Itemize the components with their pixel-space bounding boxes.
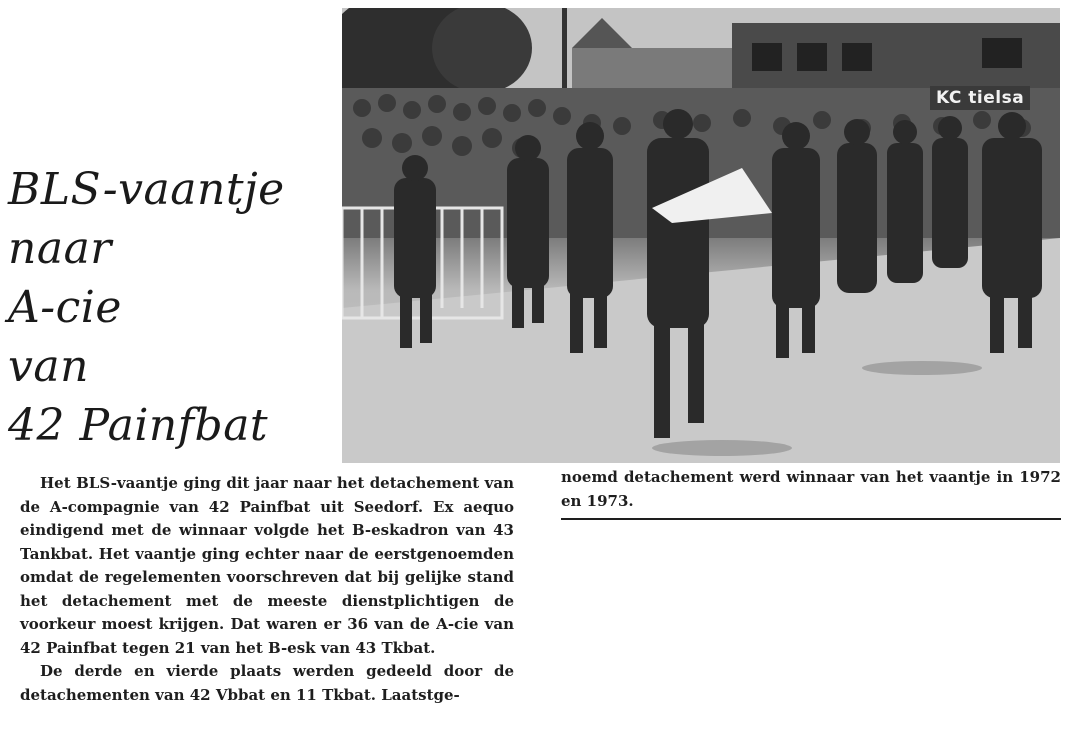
headline-line-4: van <box>8 341 89 392</box>
headline <box>8 160 338 455</box>
article-paragraph-2: De derde en vierde plaats werden gedeeld door de detachementen van 42 Vbbat en 11 Tkbat. Laatstge- <box>20 662 514 704</box>
headline-line-3: A-cie <box>8 282 122 333</box>
column-rule <box>561 518 1061 520</box>
article-paragraph-1: Het BLS-vaantje ging dit jaar naar het detachement van de A-compagnie van 42 Painfbat uit Seedorf. Ex aequo eindigend met de winnaar volgde het B-eskadron van 43 Tankbat. Het vaantje ging echter naar de eerstgenoemden omdat de regelementen voorschreven dat bij gelijke stand het detachement met de meeste dienstplichtigen de voorkeur moest krijgen. Dat waren er 36 van de A-cie van 42 Painfbat tegen 21 van het B-esk van 43 Tkbat. <box>20 474 514 657</box>
shop-sign: KC tielsa <box>930 86 1030 110</box>
article-column-2 <box>561 466 1061 513</box>
parade-photo-illustration <box>342 8 1060 463</box>
article-column-1 <box>20 472 514 707</box>
headline-line-5: 42 Painfbat <box>8 400 269 451</box>
article-paragraph-3: noemd detachement werd winnaar van het vaantje in 1972 en 1973. <box>561 468 1061 510</box>
headline-line-2: naar <box>8 223 112 274</box>
headline-line-1: BLS-vaantje <box>8 164 285 215</box>
parade-photo <box>342 8 1060 463</box>
